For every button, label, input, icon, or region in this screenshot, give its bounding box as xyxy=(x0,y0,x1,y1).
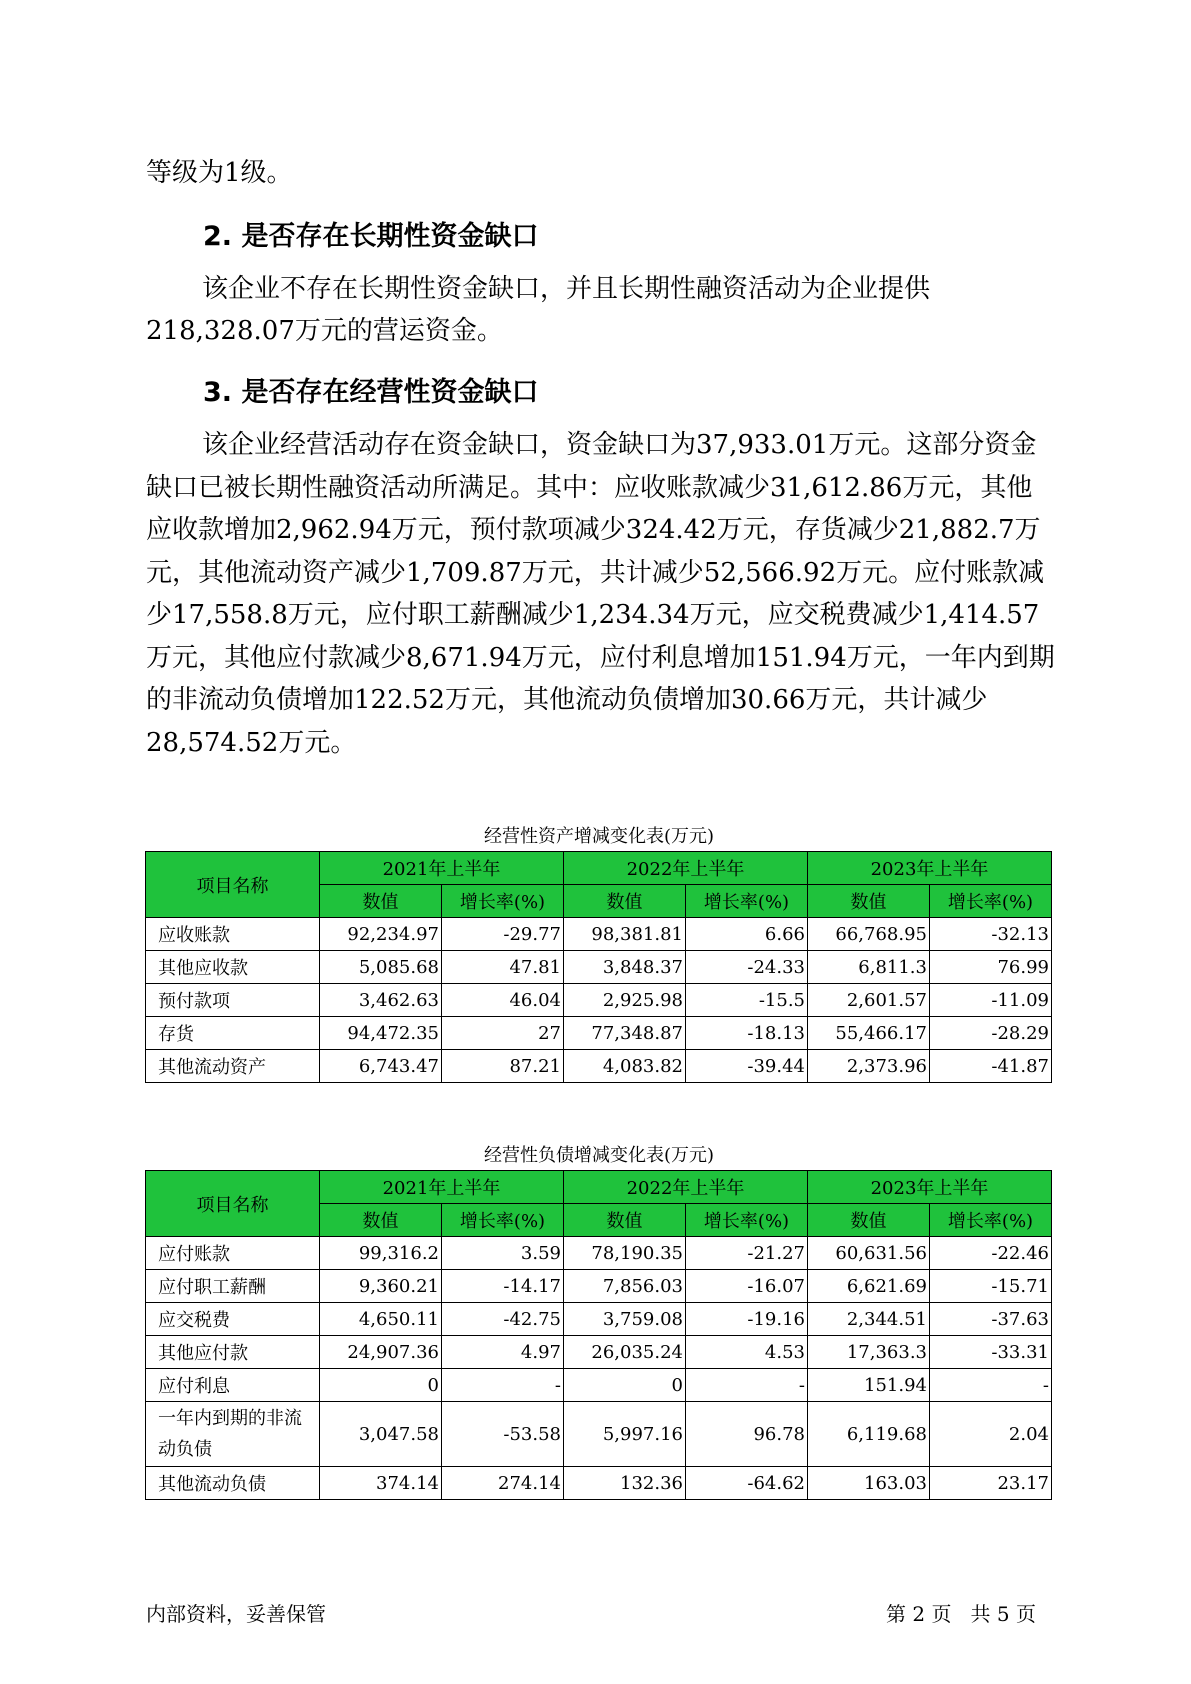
value-cell: 26,035.24 xyxy=(564,1336,686,1369)
growth-rate-cell: 46.04 xyxy=(442,984,564,1017)
growth-rate-cell: -42.75 xyxy=(442,1303,564,1336)
growth-rate-cell: 4.97 xyxy=(442,1336,564,1369)
period-header: 2021年上半年 xyxy=(320,1171,564,1204)
growth-rate-cell: 3.59 xyxy=(442,1237,564,1270)
period-header: 2022年上半年 xyxy=(564,1171,808,1204)
item-header: 项目名称 xyxy=(146,852,320,918)
growth-header: 增长率(%) xyxy=(930,885,1052,918)
row-item-name: 存货 xyxy=(146,1017,320,1050)
growth-rate-cell: -21.27 xyxy=(686,1237,808,1270)
table-row xyxy=(146,1402,1052,1467)
table-row xyxy=(146,1369,1052,1402)
growth-rate-cell: -22.46 xyxy=(930,1237,1052,1270)
growth-rate-cell: -41.87 xyxy=(930,1050,1052,1083)
value-cell: 77,348.87 xyxy=(564,1017,686,1050)
value-cell: 3,462.63 xyxy=(320,984,442,1017)
row-item-name: 其他应收款 xyxy=(146,951,320,984)
growth-rate-cell: -16.07 xyxy=(686,1270,808,1303)
section-2-heading: 2. 是否存在长期性资金缺口 xyxy=(203,221,539,252)
footer-page-number xyxy=(886,1598,1036,1627)
row-item-name: 其他流动负债 xyxy=(146,1467,320,1500)
table-row xyxy=(146,1050,1052,1083)
operating-assets-table xyxy=(145,851,1052,1083)
value-cell: 151.94 xyxy=(808,1369,930,1402)
value-cell: 3,759.08 xyxy=(564,1303,686,1336)
value-cell: 60,631.56 xyxy=(808,1237,930,1270)
growth-rate-cell: 87.21 xyxy=(442,1050,564,1083)
value-cell: 5,997.16 xyxy=(564,1402,686,1467)
growth-rate-cell: -28.29 xyxy=(930,1017,1052,1050)
value-header: 数值 xyxy=(320,1204,442,1237)
growth-header: 增长率(%) xyxy=(442,1204,564,1237)
value-header: 数值 xyxy=(808,1204,930,1237)
table-row xyxy=(146,1270,1052,1303)
row-item-name: 应付利息 xyxy=(146,1369,320,1402)
row-item-name: 应收账款 xyxy=(146,918,320,951)
growth-rate-cell: 274.14 xyxy=(442,1467,564,1500)
value-cell: 24,907.36 xyxy=(320,1336,442,1369)
value-cell: 4,650.11 xyxy=(320,1303,442,1336)
row-item-name: 其他应付款 xyxy=(146,1336,320,1369)
row-item-name: 应付职工薪酬 xyxy=(146,1270,320,1303)
growth-rate-cell: -11.09 xyxy=(930,984,1052,1017)
growth-rate-cell: -53.58 xyxy=(442,1402,564,1467)
growth-header: 增长率(%) xyxy=(930,1204,1052,1237)
value-cell: 3,848.37 xyxy=(564,951,686,984)
growth-rate-cell: -24.33 xyxy=(686,951,808,984)
growth-rate-cell: 6.66 xyxy=(686,918,808,951)
row-item-name: 应交税费 xyxy=(146,1303,320,1336)
growth-header: 增长率(%) xyxy=(686,1204,808,1237)
growth-rate-cell: -15.5 xyxy=(686,984,808,1017)
table-row xyxy=(146,951,1052,984)
footer-confidential-note: 内部资料，妥善保管 xyxy=(146,1602,326,1626)
growth-rate-cell: -19.16 xyxy=(686,1303,808,1336)
growth-rate-cell: -29.77 xyxy=(442,918,564,951)
growth-rate-cell: 4.53 xyxy=(686,1336,808,1369)
value-cell: 99,316.2 xyxy=(320,1237,442,1270)
growth-rate-cell: 27 xyxy=(442,1017,564,1050)
growth-rate-cell: 47.81 xyxy=(442,951,564,984)
growth-rate-cell: -15.71 xyxy=(930,1270,1052,1303)
period-header: 2022年上半年 xyxy=(564,852,808,885)
value-cell: 17,363.3 xyxy=(808,1336,930,1369)
value-cell: 163.03 xyxy=(808,1467,930,1500)
growth-rate-cell: -33.31 xyxy=(930,1336,1052,1369)
page-total: 共 5 页 xyxy=(970,1602,1036,1626)
section-3-paragraph: 该企业经营活动存在资金缺口，资金缺口为37,933.01万元。这部分资金缺口已被长期性融资活动所满足。其中：应收账款减少31,612.86万元，其他应收款增加2,962.94万元，预付款项减少324.42万元，存货减少21,882.7万元，其他流动资产减少1,709.87万元，共计减少52,566.92万元。应付账款减少17,558.8万元，应付职工薪酬减少1,234.34万元，应交税费减少1,414.57万元，其他应付款减少8,671.94万元，应付利息增加151.94万元，一年内到期的非流动负债增加122.52万元，其他流动负债增加30.66万元，共计减少28,574.52万元。 xyxy=(146,430,1055,758)
row-item-name: 一年内到期的非流动负债 xyxy=(146,1402,320,1467)
growth-rate-cell: 96.78 xyxy=(686,1402,808,1467)
value-header: 数值 xyxy=(564,1204,686,1237)
period-header: 2023年上半年 xyxy=(808,852,1052,885)
row-item-name: 预付款项 xyxy=(146,984,320,1017)
value-cell: 0 xyxy=(320,1369,442,1402)
value-cell: 2,925.98 xyxy=(564,984,686,1017)
table-row xyxy=(146,1237,1052,1270)
value-cell: 2,344.51 xyxy=(808,1303,930,1336)
table-row xyxy=(146,1336,1052,1369)
value-cell: 9,360.21 xyxy=(320,1270,442,1303)
table-1-caption: 经营性资产增减变化表(万元) xyxy=(483,826,715,847)
growth-rate-cell: 23.17 xyxy=(930,1467,1052,1500)
table-row xyxy=(146,1303,1052,1336)
growth-rate-cell: - xyxy=(442,1369,564,1402)
value-cell: 3,047.58 xyxy=(320,1402,442,1467)
growth-rate-cell: 2.04 xyxy=(930,1402,1052,1467)
table-row xyxy=(146,918,1052,951)
section-2-paragraph: 该企业不存在长期性资金缺口，并且长期性融资活动为企业提供218,328.07万元的营运资金。 xyxy=(146,274,931,346)
page-number: 第 2 页 xyxy=(886,1602,952,1626)
value-cell: 2,601.57 xyxy=(808,984,930,1017)
section-3-heading: 3. 是否存在经营性资金缺口 xyxy=(203,377,539,408)
value-header: 数值 xyxy=(564,885,686,918)
value-cell: 6,743.47 xyxy=(320,1050,442,1083)
value-cell: 98,381.81 xyxy=(564,918,686,951)
value-cell: 5,085.68 xyxy=(320,951,442,984)
value-header: 数值 xyxy=(808,885,930,918)
value-cell: 66,768.95 xyxy=(808,918,930,951)
value-cell: 92,234.97 xyxy=(320,918,442,951)
table-2-caption: 经营性负债增减变化表(万元) xyxy=(483,1145,715,1166)
growth-rate-cell: -14.17 xyxy=(442,1270,564,1303)
item-header: 项目名称 xyxy=(146,1171,320,1237)
period-header: 2021年上半年 xyxy=(320,852,564,885)
value-cell: 6,811.3 xyxy=(808,951,930,984)
growth-rate-cell: - xyxy=(930,1369,1052,1402)
growth-rate-cell: -37.63 xyxy=(930,1303,1052,1336)
value-cell: 78,190.35 xyxy=(564,1237,686,1270)
growth-rate-cell: -64.62 xyxy=(686,1467,808,1500)
row-item-name: 其他流动资产 xyxy=(146,1050,320,1083)
value-cell: 7,856.03 xyxy=(564,1270,686,1303)
operating-liabilities-table xyxy=(145,1170,1052,1500)
table-row xyxy=(146,984,1052,1017)
value-cell: 374.14 xyxy=(320,1467,442,1500)
growth-header: 增长率(%) xyxy=(686,885,808,918)
value-cell: 132.36 xyxy=(564,1467,686,1500)
growth-rate-cell: -39.44 xyxy=(686,1050,808,1083)
intro-line: 等级为1级。 xyxy=(146,158,293,188)
value-cell: 0 xyxy=(564,1369,686,1402)
value-cell: 6,119.68 xyxy=(808,1402,930,1467)
value-cell: 55,466.17 xyxy=(808,1017,930,1050)
row-item-name: 应付账款 xyxy=(146,1237,320,1270)
growth-rate-cell: -18.13 xyxy=(686,1017,808,1050)
table-row xyxy=(146,1017,1052,1050)
value-cell: 2,373.96 xyxy=(808,1050,930,1083)
growth-rate-cell: 76.99 xyxy=(930,951,1052,984)
value-header: 数值 xyxy=(320,885,442,918)
value-cell: 94,472.35 xyxy=(320,1017,442,1050)
growth-header: 增长率(%) xyxy=(442,885,564,918)
table-row xyxy=(146,1467,1052,1500)
growth-rate-cell: - xyxy=(686,1369,808,1402)
period-header: 2023年上半年 xyxy=(808,1171,1052,1204)
growth-rate-cell: -32.13 xyxy=(930,918,1052,951)
value-cell: 6,621.69 xyxy=(808,1270,930,1303)
value-cell: 4,083.82 xyxy=(564,1050,686,1083)
